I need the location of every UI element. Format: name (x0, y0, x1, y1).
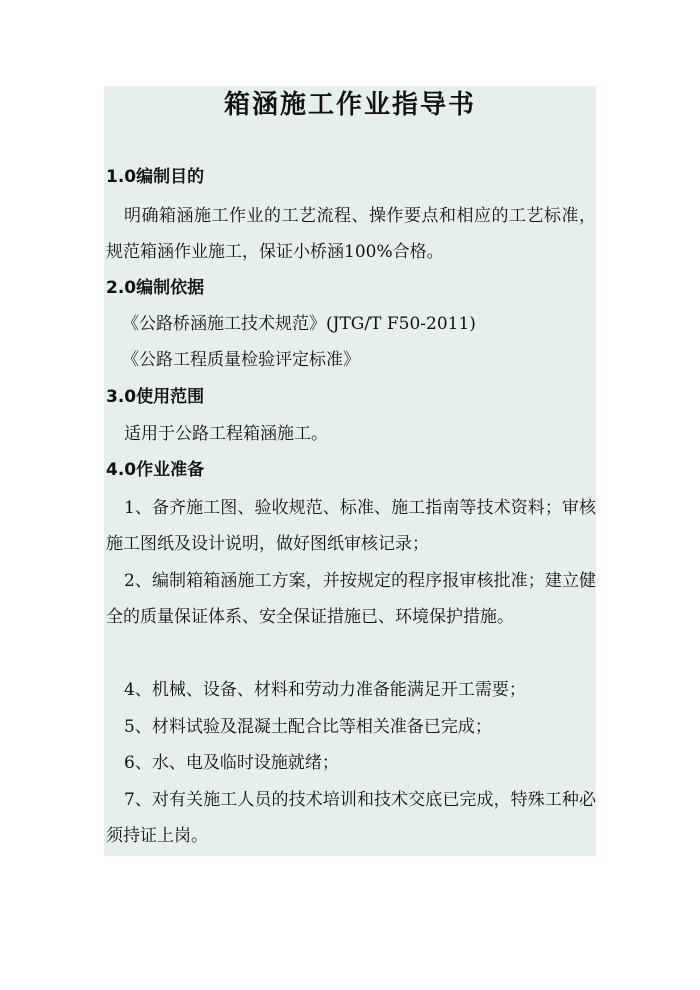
section-heading-basis: 2.0编制依据 (106, 278, 205, 298)
preparation-item-1: 1、备齐施工图、验收规范、标准、施工指南等技术资料；审核施工图纸及设计说明，做好图纸审核记录； (106, 498, 596, 554)
basis-reference-2: 《公路工程质量检验评定标准》 (122, 350, 360, 370)
document-title: 箱涵施工作业指导书 (223, 90, 476, 120)
scope-paragraph: 适用于公路工程箱涵施工。 (124, 424, 328, 444)
section-heading-purpose: 1.0编制目的 (106, 167, 205, 187)
preparation-item-7: 7、对有关施工人员的技术培训和技术交底已完成，特殊工种必须持证上岗。 (106, 790, 596, 846)
section-heading-scope: 3.0使用范围 (106, 387, 205, 407)
preparation-item-2: 2、编制箱箱涵施工方案，并按规定的程序报审核批准；建立健全的质量保证体系、安全保证措施已、环境保护措施。 (106, 571, 596, 627)
section-heading-preparation: 4.0作业准备 (106, 460, 205, 480)
preparation-item-6: 6、水、电及临时设施就绪； (124, 753, 339, 773)
basis-reference-1: 《公路桥涵施工技术规范》(JTG/T F50-2011) (122, 314, 476, 334)
preparation-item-4: 4、机械、设备、材料和劳动力准备能满足开工需要； (124, 680, 526, 700)
preparation-item-5: 5、材料试验及混凝土配合比等相关准备已完成； (124, 717, 492, 737)
purpose-paragraph: 明确箱涵施工作业的工艺流程、操作要点和相应的工艺标准，规范箱涵作业施工，保证小桥涵100%合格。 (106, 206, 596, 262)
